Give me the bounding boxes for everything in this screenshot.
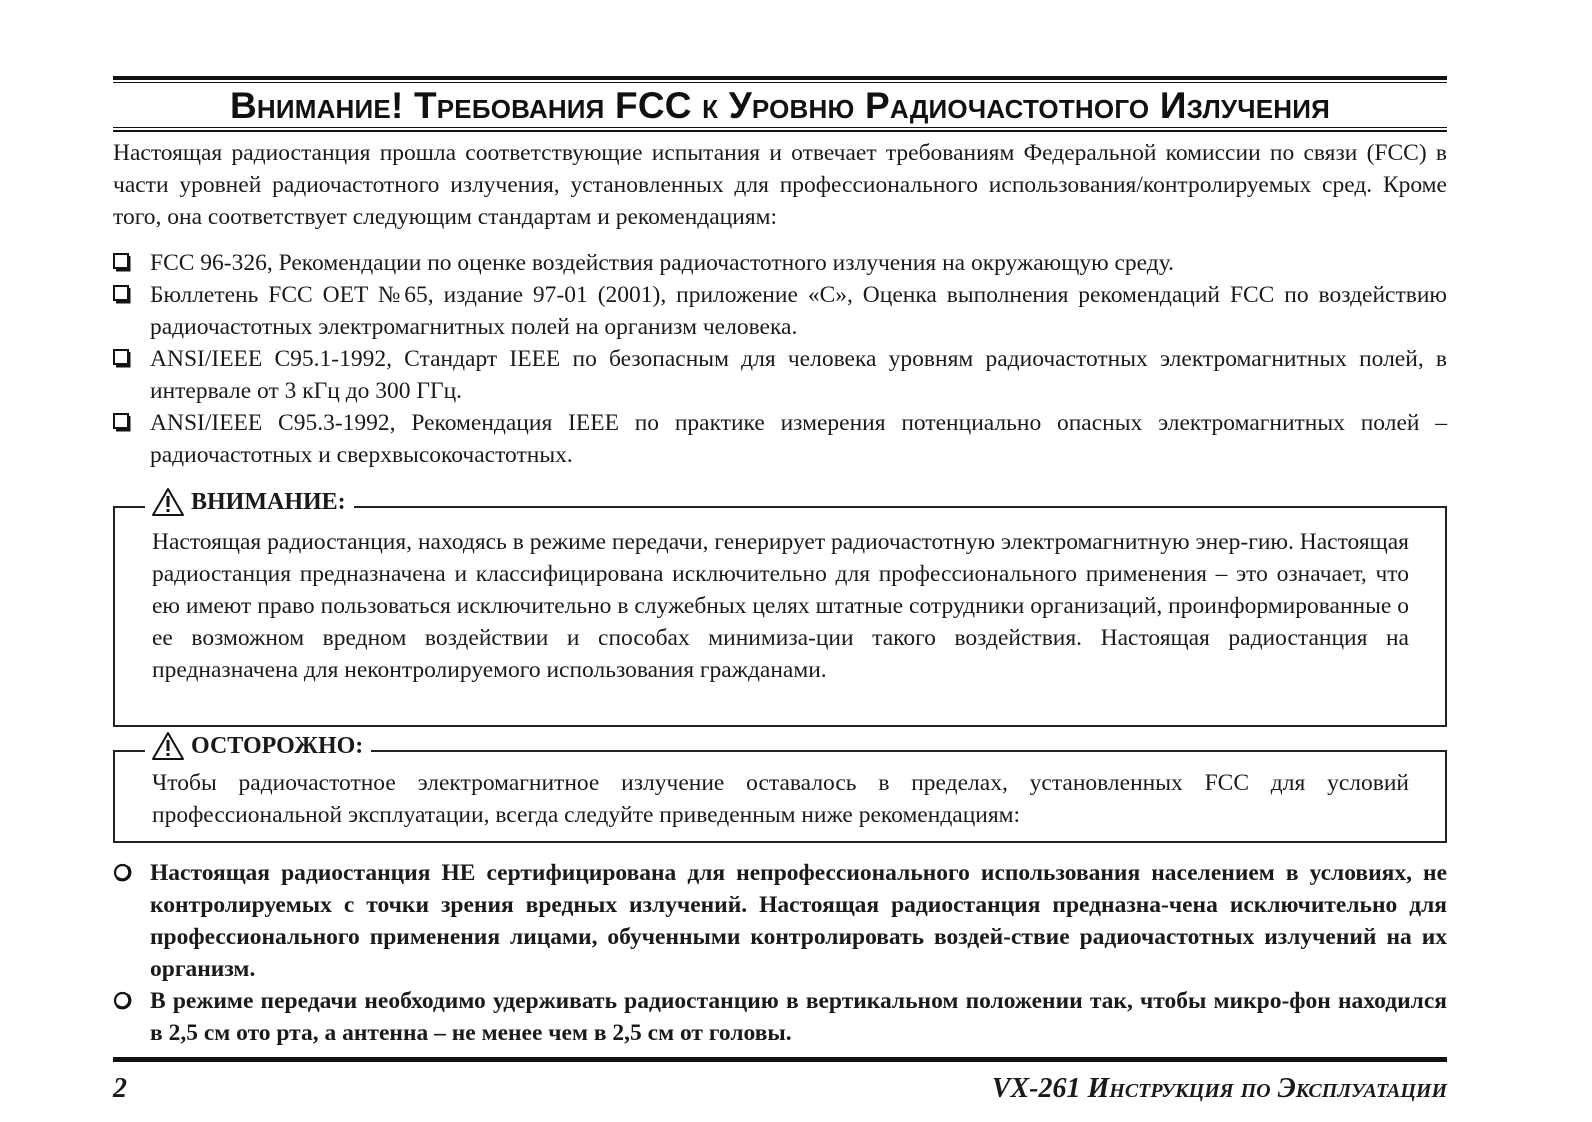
- page-title: Внимание! Требования FCC к Уровню Радиочастотного Излучения: [229, 85, 1331, 126]
- checkbox-bullet-icon: [113, 285, 132, 304]
- manual-title: VX-261 Инструкция по Эксплуатации: [991, 1073, 1447, 1104]
- warning-box: [113, 489, 1447, 727]
- intro-paragraph: Настоящая радиостанция прошла соответствующие испытания и отвечает требованиям Федеральной комиссии по связи (FCC) в части уровней радиочастотного излучения, установленных для профессионального использования/контролируемых сред. Кроме того, она соответствует следующим стандартам и рекомендациям:: [113, 140, 1447, 230]
- title-rule-top-thin: [113, 82, 1447, 83]
- standard-text: ANSI/IEEE C95.1-1992, Стандарт IEEE по безопасным для человека уровням радиочастотных электромагнитных полей, в интервале от 3 кГц до 300 ГГц.: [150, 346, 1447, 404]
- list-item: [113, 857, 1447, 985]
- checkbox-bullet-icon: [113, 253, 132, 272]
- title-rule-bottom: [113, 130, 1447, 132]
- title-rule-top: [113, 76, 1447, 80]
- list-item: [113, 407, 1447, 471]
- list-item: [113, 247, 1447, 279]
- warning-label: ВНИМАНИЕ:: [191, 489, 346, 515]
- checkbox-bullet-icon: [113, 413, 132, 432]
- standard-text: Бюллетень FCC OET №65, издание 97-01 (2001), приложение «C», Оценка выполнения рекомендаций FCC по воздействию радиочастотных электромагнитных полей на организм человека.: [150, 282, 1447, 340]
- rule-text: В режиме передачи необходимо удерживать радиостанцию в вертикальном положении так, чтобы микро-фон находился в 2,5 см ото рта, а антенна – не менее чем в 2,5 см от головы.: [150, 988, 1447, 1046]
- list-item: [113, 343, 1447, 407]
- caution-legend: [145, 730, 371, 762]
- standards-list: [113, 247, 1447, 471]
- title-rule-bottom-thin: [113, 127, 1447, 128]
- rules-list: [113, 857, 1447, 1049]
- circle-bullet-icon: [113, 863, 132, 882]
- checkbox-bullet-icon: [113, 349, 132, 368]
- list-item: [113, 985, 1447, 1049]
- list-item: [113, 279, 1447, 343]
- standard-text: FCC 96-326, Рекомендации по оценке воздействия радиочастотного излучения на окружающую среду.: [150, 250, 1175, 276]
- circle-bullet-icon: [113, 991, 132, 1010]
- caution-box: [113, 733, 1447, 843]
- warning-legend: [145, 486, 354, 518]
- rule-text: Настоящая радиостанция НЕ сертифицирована для непрофессионального использования населением в условиях, не контролируемых с точки зрения вредных излучений. Настоящая радиостанция предназна-чена исключительно для профессионального применения лицами, обученными контролировать воздей-ствие радиочастотных излучений на их организм.: [150, 860, 1447, 982]
- page-number: 2: [113, 1073, 127, 1104]
- standard-text: ANSI/IEEE C95.3-1992, Рекомендация IEEE по практике измерения потенциально опасных электромагнитных полей – радиочастотных и сверхвысокочастотных.: [150, 410, 1447, 468]
- warning-text: Настоящая радиостанция, находясь в режиме передачи, генерирует радиочастотную электромагнитную энер-гию. Настоящая радиостанция предназначена и классифицирована исключительно для профессионального применения – это означает, что ею имеют право пользоваться исключительно в служебных целях штатные сотрудники организаций, проинформированные о ее возможном вредном воздействии и способах минимиза-ции такого воздействия. Настоящая радиостанция на предназначена для неконтролируемого использования гражданами.: [152, 529, 1409, 683]
- caution-label: ОСТОРОЖНО:: [191, 733, 364, 759]
- caution-text: Чтобы радиочастотное электромагнитное излучение оставалось в пределах, установленных FCC для условий профессиональной эксплуатации, всегда следуйте приведенным ниже рекомендациям:: [152, 770, 1409, 828]
- footer-rule: [113, 1057, 1447, 1062]
- warning-triangle-icon: [151, 487, 185, 517]
- warning-triangle-icon: [151, 731, 185, 761]
